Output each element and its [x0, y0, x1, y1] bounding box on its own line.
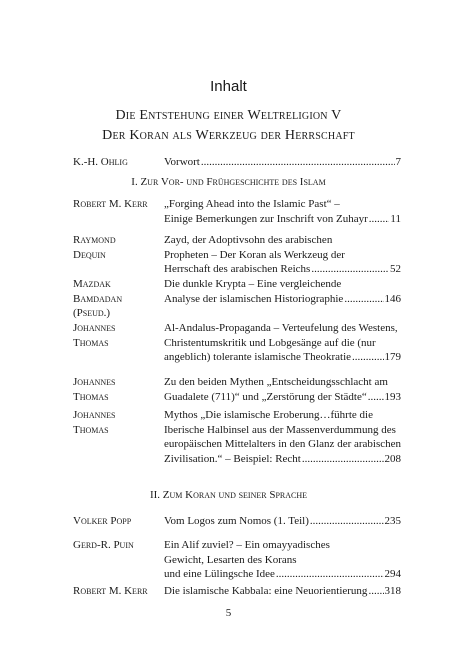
volume-title-line-1: Die Entstehung einer Weltreligion V — [115, 108, 342, 123]
title-line — [164, 292, 401, 307]
author-line: Bamdadan — [73, 292, 123, 305]
entry-page-number: 208 — [384, 452, 401, 465]
entry-page-number: 146 — [384, 292, 401, 305]
entry-title — [164, 584, 401, 599]
author-line: Thomas — [73, 423, 109, 436]
title-text: Vorwort — [164, 156, 200, 168]
entry-page-number: 193 — [384, 390, 401, 403]
dot-leader — [276, 567, 384, 582]
title-line — [164, 350, 401, 365]
volume-title-line-2: Der Koran als Werkzeug der Herrschaft — [102, 128, 355, 143]
entry-author — [73, 277, 169, 321]
entry-title — [164, 538, 401, 582]
title-text: Guadalete (711)“ und „Zerstörung der Städte“ — [164, 390, 367, 403]
entry-author — [73, 321, 169, 350]
entry-page-number: 7 — [395, 156, 401, 168]
title-line: „Forging Ahead into the Islamic Past“ – — [164, 198, 340, 210]
title-text: Vom Logos zum Nomos (1. Teil) — [164, 515, 309, 527]
author-line: Gerd-R. Puin — [73, 539, 134, 551]
author-line: K.-H. Ohlig — [73, 156, 128, 168]
title-line: Gewicht, Lesarten des Korans — [164, 553, 297, 566]
entry-author — [73, 233, 169, 262]
title-line: Ein Alif zuviel? – Ein omayyadisches — [164, 539, 330, 551]
author-line: Robert M. Kerr — [73, 198, 148, 210]
title-text: Herrschaft des arabischen Reichs — [164, 263, 311, 275]
author-line: Johannes — [73, 409, 116, 421]
author-line: Robert M. Kerr — [73, 585, 148, 597]
title-line — [164, 452, 401, 467]
title-line: Mythos „Die islamische Eroberung…führte die — [164, 409, 373, 421]
author-line: Johannes — [73, 322, 116, 334]
author-line: Raymond — [73, 234, 116, 246]
title-line — [164, 212, 401, 227]
entry-author — [73, 538, 169, 553]
title-line: Propheten – Der Koran als Werkzeug der — [164, 248, 345, 261]
dot-leader — [302, 452, 384, 467]
page-heading: Inhalt — [210, 78, 247, 95]
dot-leader — [310, 514, 384, 529]
title-text: Analyse der islamischen Historiographie — [164, 292, 344, 305]
title-line — [164, 567, 401, 582]
author-line: Thomas — [73, 390, 109, 403]
author-line: Dequin — [73, 248, 106, 261]
entry-author — [73, 514, 169, 529]
title-line — [164, 155, 401, 170]
entry-page-number: 52 — [390, 263, 401, 275]
entry-page-number: 179 — [384, 351, 401, 363]
author-line: Thomas — [73, 336, 109, 349]
entry-page-number: 318 — [384, 585, 401, 597]
author-line: Mazdak — [73, 278, 111, 290]
dot-leader — [344, 292, 383, 307]
entry-page-number: 294 — [384, 568, 401, 580]
entry-page-number: 11 — [390, 212, 401, 225]
entry-title — [164, 321, 401, 365]
author-line: Volker Popp — [73, 515, 132, 527]
title-line — [164, 584, 401, 599]
entry-title — [164, 233, 401, 277]
title-line: Die dunkle Krypta – Eine vergleichende — [164, 278, 342, 290]
author-line: Johannes — [73, 376, 116, 388]
title-line: Christentumskritik und Lobgesänge auf die (nur — [164, 336, 376, 349]
title-line — [164, 390, 401, 405]
title-line: Zayd, der Adoptivsohn des arabischen — [164, 234, 333, 246]
entry-author — [73, 375, 169, 404]
entry-title — [164, 408, 401, 466]
entry-title — [164, 155, 401, 170]
entry-title — [164, 277, 401, 306]
entry-title — [164, 197, 401, 226]
dot-leader — [352, 350, 383, 365]
title-text: Die islamische Kabbala: eine Neuorientierung — [164, 585, 368, 597]
section-heading: I. Zur Vor- und Frühgeschichte des Islam — [131, 176, 326, 188]
title-line — [164, 514, 401, 529]
entry-title — [164, 514, 401, 529]
title-text: angeblich) tolerante islamische Theokratie — [164, 351, 352, 363]
title-line — [164, 262, 401, 277]
title-line: Al-Andalus-Propaganda – Verteufelung des Westens, — [164, 322, 398, 334]
title-text: Zivilisation.“ – Beispiel: Recht — [164, 452, 301, 465]
entry-page-number: 235 — [384, 515, 401, 527]
page-number: 5 — [225, 607, 232, 619]
section-heading: II. Zum Koran und seiner Sprache — [149, 489, 308, 501]
author-line: (Pseud.) — [73, 307, 111, 319]
title-line: Zu den beiden Mythen „Entscheidungsschlacht am — [164, 376, 388, 388]
dot-leader — [368, 584, 383, 599]
entry-author — [73, 584, 169, 599]
dot-leader — [369, 212, 390, 227]
dot-leader — [368, 390, 384, 405]
dot-leader — [311, 262, 389, 277]
entry-author — [73, 155, 169, 170]
entry-author — [73, 197, 169, 212]
entry-title — [164, 375, 401, 404]
title-text: und eine Lülingsche Idee — [164, 568, 275, 580]
title-line: europäischen Mittelalters in den Glanz der arabischen — [164, 438, 402, 450]
dot-leader — [201, 155, 395, 170]
title-text: Einige Bemerkungen zur Inschrift von Zuhayr — [164, 212, 368, 225]
title-line: Iberische Halbinsel aus der Massenverdummung des — [164, 423, 396, 436]
entry-author — [73, 408, 169, 437]
